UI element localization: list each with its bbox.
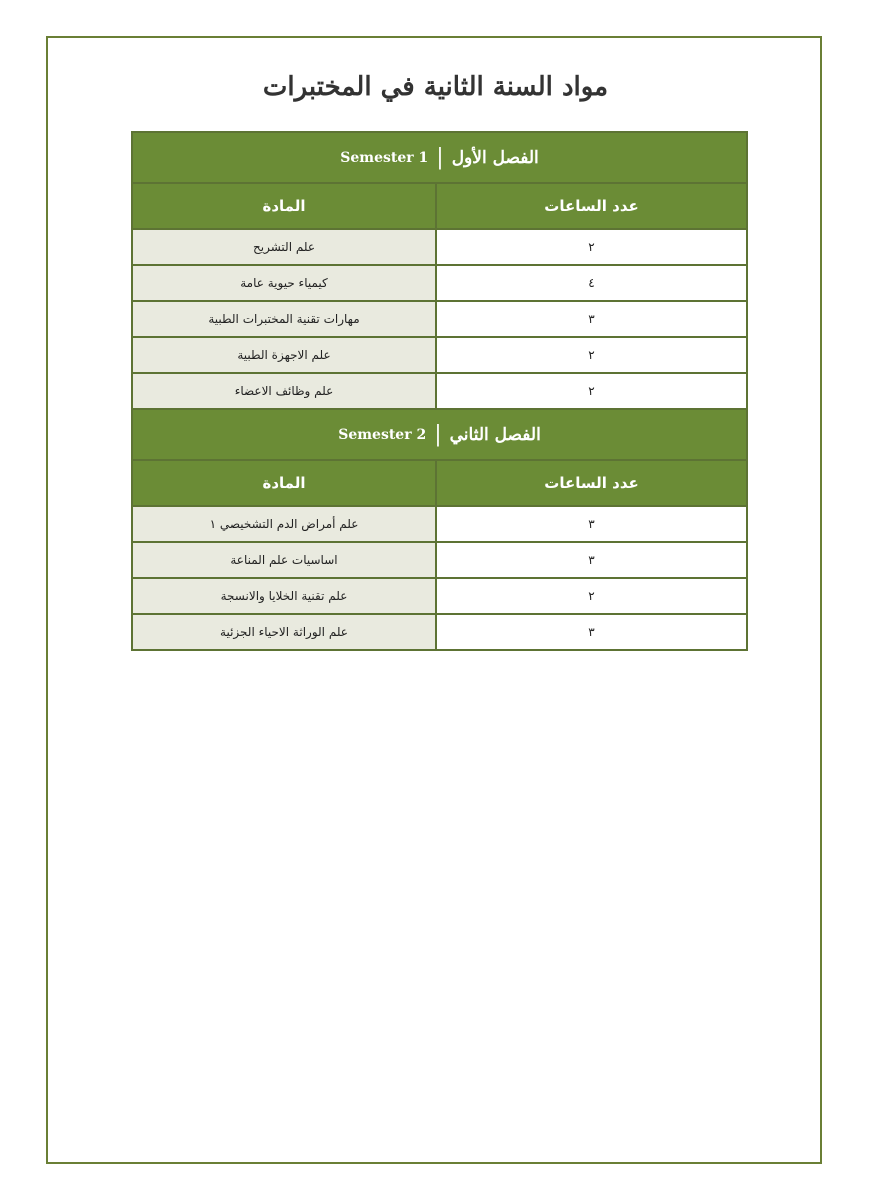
table-row <box>132 578 747 614</box>
semester-1-separator: | <box>436 145 444 170</box>
hours-cell: ٣ <box>436 614 747 650</box>
courses-table-container <box>131 131 746 651</box>
table-row <box>132 373 747 409</box>
table-row <box>132 506 747 542</box>
table-row <box>132 229 747 265</box>
table-row <box>132 265 747 301</box>
subject-cell: علم الوراثة الاحياء الجزئية <box>132 614 436 650</box>
subject-cell: كيمياء حيوية عامة <box>132 265 436 301</box>
subject-cell: اساسيات علم المناعة <box>132 542 436 578</box>
hours-cell: ٤ <box>436 265 747 301</box>
semester-2-header <box>132 409 747 460</box>
hours-cell: ٢ <box>436 373 747 409</box>
table-row <box>132 301 747 337</box>
semester-1-header <box>132 132 747 183</box>
table-row <box>132 337 747 373</box>
hours-cell: ٣ <box>436 506 747 542</box>
column-header-hours: عدد الساعات <box>436 183 747 229</box>
hours-cell: ٣ <box>436 301 747 337</box>
column-header-subject: المادة <box>132 460 436 506</box>
subject-cell: علم الاجهزة الطبية <box>132 337 436 373</box>
courses-table <box>131 131 748 651</box>
subject-cell: علم أمراض الدم التشخيصي ١ <box>132 506 436 542</box>
table-row <box>132 542 747 578</box>
semester-1-column-headers <box>132 183 747 229</box>
column-header-subject: المادة <box>132 183 436 229</box>
hours-cell: ٣ <box>436 542 747 578</box>
page-title: مواد السنة الثانية في المختبرات <box>262 72 609 102</box>
semester-1-title-en: Semester 1 <box>340 149 429 166</box>
hours-cell: ٢ <box>436 578 747 614</box>
semester-2-column-headers <box>132 460 747 506</box>
subject-cell: علم وظائف الاعضاء <box>132 373 436 409</box>
subject-cell: مهارات تقنية المختبرات الطبية <box>132 301 436 337</box>
semester-2-title-ar: الفصل الثاني <box>449 424 541 445</box>
column-header-hours: عدد الساعات <box>436 460 747 506</box>
hours-cell: ٢ <box>436 337 747 373</box>
semester-1-title-ar: الفصل الأول <box>451 147 539 168</box>
subject-cell: علم تقنية الخلايا والانسجة <box>132 578 436 614</box>
semester-2-title-en: Semester 2 <box>338 426 427 443</box>
table-row <box>132 614 747 650</box>
subject-cell: علم التشريح <box>132 229 436 265</box>
hours-cell: ٢ <box>436 229 747 265</box>
semester-2-separator: | <box>434 422 442 447</box>
